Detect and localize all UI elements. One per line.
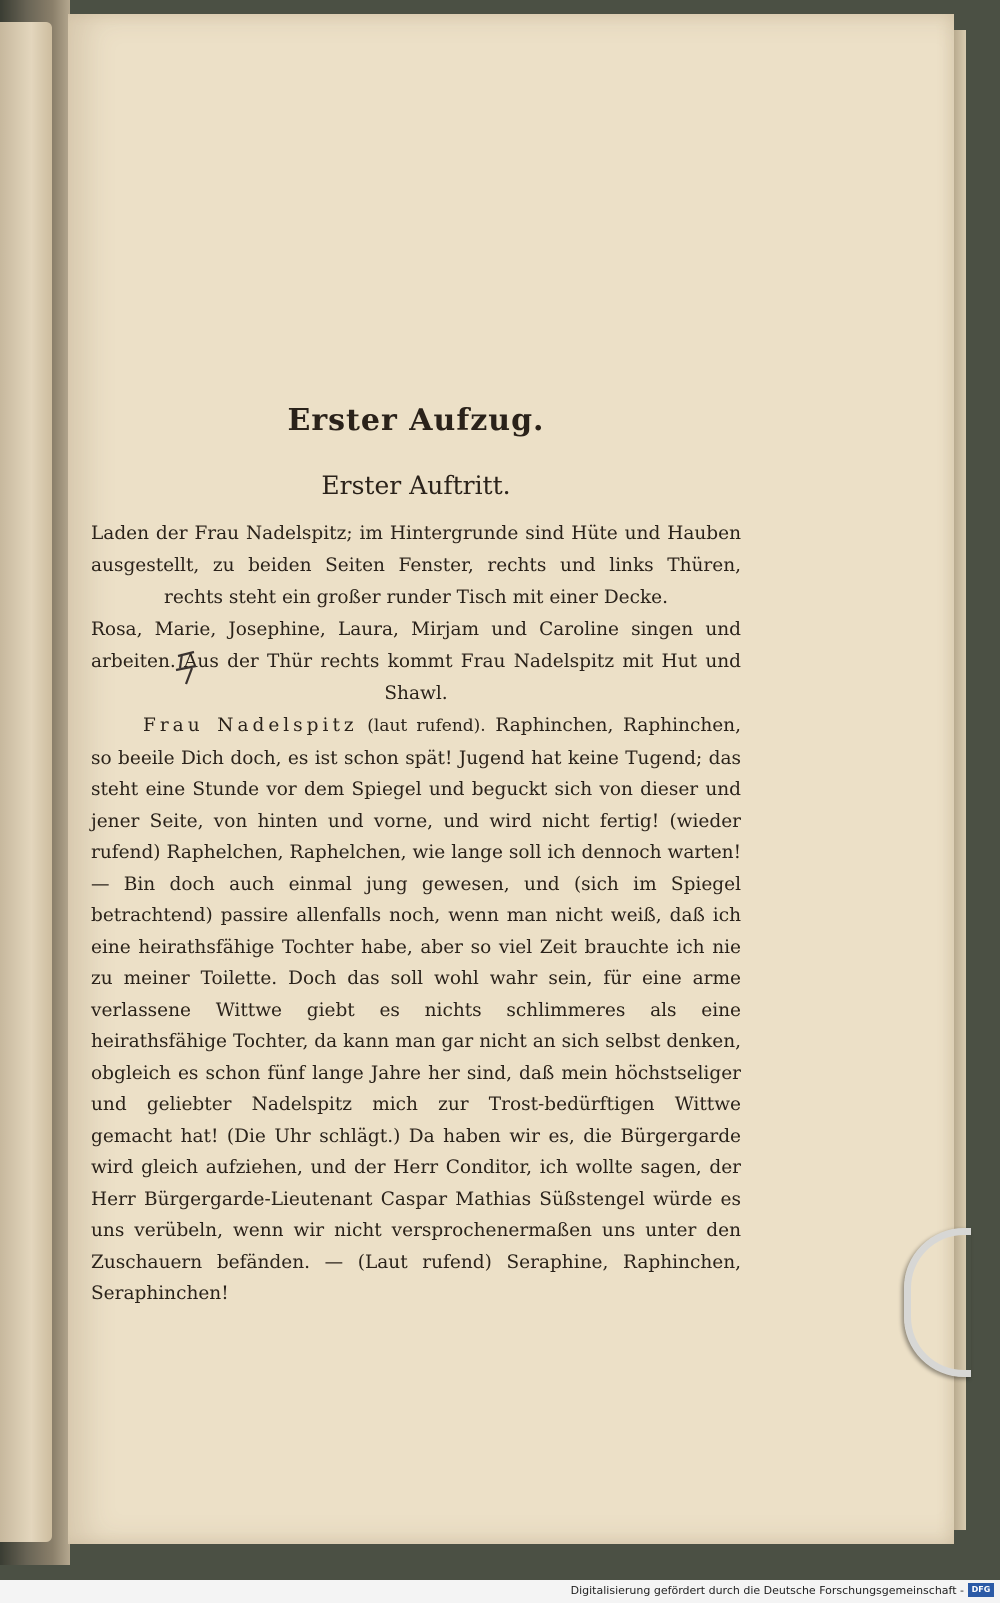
page-text bbox=[91, 398, 741, 1310]
scene-title: Erster Auftritt. bbox=[321, 471, 511, 500]
digitization-credit: Digitalisierung gefördert durch die Deutsche Forschungsgemeinschaft - bbox=[570, 1584, 964, 1597]
speaker-direction: (laut rufend). bbox=[367, 716, 486, 736]
stage-direction-setting: Laden der Frau Nadelspitz; im Hintergrunde sind Hüte und Hauben ausgestellt, zu beiden Seiten Fenster, rechts und links Thüren, rechts steht ein großer runder Tisch mit einer Decke. bbox=[91, 523, 741, 608]
speech-paragraph bbox=[91, 710, 741, 1310]
pencil-annotation bbox=[172, 648, 202, 690]
speech-text: Raphinchen, Raphinchen, so beeile Dich doch, es ist schon spät! Jugend hat keine Tugend; das steht eine Stunde vor dem Spiegel und beguckt sich von dieser und jener Seite, von hinten und vorne, und wird nicht fertig! (wieder rufend) Raphelchen, Raphelchen, wie lange soll ich dennoch warten! — Bin doch auch einmal jung gewesen, und (sich im Spiegel betrachtend) passire allenfalls noch, wenn man nicht weiß, daß ich eine heirathsfähige Tochter habe, aber so viel Zeit brauchte ich nie zu meiner Toilette. Doch das soll wohl wahr sein, für eine arme verlassene Wittwe giebt es nichts schlimmeres als eine heirathsfähige Tochter, da kann man gar nicht an sich selbst denken, obgleich es schon fünf lange Jahre her sind, daß mein höchstseliger und geliebter Nadelspitz mich zur Trost-bedürftigen Wittwe gemacht hat! (Die Uhr schlägt.) Da haben wir es, die Bürgergarde wird gleich aufziehen, und der Herr Conditor, ich wollte sagen, der Herr Bürgergarde-Lieutenant Caspar Mathias Süßstengel würde es uns verübeln, wenn wir nicht versprochenermaßen uns unter den Zuschauern befänden. — (Laut rufend) Seraphine, Raphinchen, Seraphinchen! bbox=[91, 715, 741, 1304]
previous-page-edge bbox=[0, 22, 52, 1542]
act-title: Erster Aufzug. bbox=[287, 403, 545, 438]
dfg-logo: DFG bbox=[968, 1583, 994, 1597]
speaker-name: Frau Nadelspitz bbox=[143, 715, 358, 736]
stage-direction-entrance: Rosa, Marie, Josephine, Laura, Mirjam und Caroline singen und arbeiten. Aus der Thür rechts kommt Frau Nadelspitz mit Hut und Shawl. bbox=[91, 619, 741, 704]
